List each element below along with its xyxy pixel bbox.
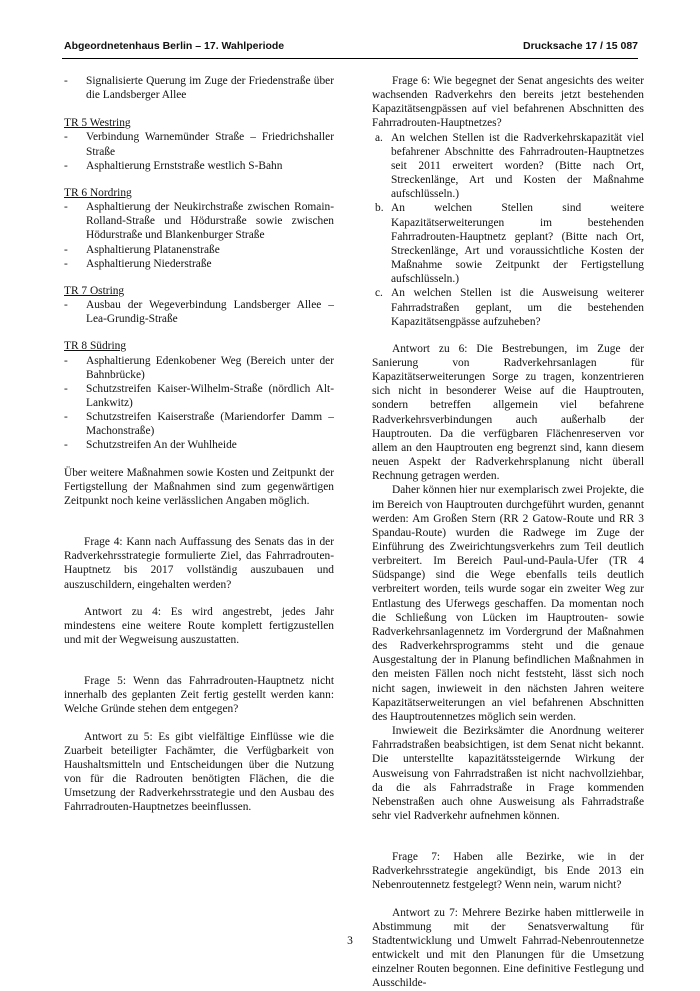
list-item [372, 201, 644, 286]
question-4: Frage 4: Kann nach Auffassung des Senats das in der Radverkehrsstrategie formulierte Ziel, das Fahrradrouten-Hauptnetz bis 2017 vollständig auszubauen und auszuschildern, eingehalten werden? [64, 536, 334, 591]
answer-4: Antwort zu 4: Es wird angestrebt, jedes Jahr mindestens eine weitere Route komplett fertigzustellen und mit der Wegweisung auszustatten. [64, 605, 334, 646]
list-item: - Verbindung Warnemünder Straße – Friedrichshaller Straße [64, 130, 334, 158]
tr8-title: TR 8 Südring [64, 340, 127, 353]
answer-6-paragraph-3: Inwieweit die Bezirksämter die Anordnung weiterer Fahrradstraßen beabsichtigen, ist dem Senat nicht bekannt. Die unterstellte kapazitätssteigernde Wirkung der Ausweisung von Fahrradstraßen ist nicht nachvollziehbar, da die als Fahrradstraße in Frage kommenden Nebenstraßen auch ohne Ausweisung als Fahrradstraße sehr viel Radverkehr aufnehmen können. [372, 725, 644, 822]
answer-6-paragraph-1: Antwort zu 6: Die Bestrebungen, im Zuge der Sanierung von Radverkehrsanlagen für Kapazitätserweiterungen Sorge zu tragen, konzentrieren sich nicht in besonderer Weise auf die Hauptrouten, sondern betreffen allgemein viel befahrene Radverkehrsverbindungen auch außerhalb der Hauptrouten. Da die verfügbaren Flächenreserven vor allem an den Hauptrouten eng begrenzt sind, kann diesem neuen Aspekt der Radverkehrsplanung nicht überall Rechnung getragen werden. [372, 342, 644, 483]
item-marker: b. [375, 202, 384, 215]
tr6-title: TR 6 Nordring [64, 186, 132, 199]
list-item: - Signalisierte Querung im Zuge der Friedenstraße über die Landsberger Allee [64, 74, 334, 102]
list-item: - Schutzstreifen An der Wuhlheide [64, 438, 334, 452]
list-item: - Asphaltierung Platanenstraße [64, 243, 334, 257]
item-marker: a. [375, 131, 383, 144]
item-marker: c. [375, 287, 383, 300]
list-item: - Asphaltierung der Neukirchstraße zwischen Romain-Rolland-Straße und Hödurstraße sowie zwischen Hödurstraße und Blankenburger Straße [64, 200, 334, 242]
answer-6-paragraph-2: Daher können hier nur exemplarisch zwei Projekte, die im Bereich von Hauptrouten durchgeführt wurden, genannt werden: Am Großen Stern (RR 2 Gatow-Route und RR 3 Spandau-Route) wurden die Radwege im Zuge der Einführung des Zweirichtungsverkehrs zum Teil deutlich verbreitert. Im Bereich Paul-und-Paula-Ufer (TR 4 Südspange) sind die Wege ebenfalls teils deutlich verbreitert worden, teils wurde sogar ein zweiter Weg zur Entlastung des Uferwegs geschaffen. Da momentan noch die Schließung von Lücken im Hauptrouten- sowie Radverkehrsanlagennetz im Vordergrund der Maßnahmen des Radverkehrsprogramms steht und die genaue Ausgestaltung der in Planung befindlichen Maßnahmen in den meisten Fällen noch nicht feststeht, lässt sich noch nicht sagen, inwieweit in den nächsten Jahren weitere Kapazitätserweiterungen an viel befahrenen Abschnitten des Hauptroutennetzes möglich sein werden. [372, 484, 644, 723]
left-column [64, 74, 334, 815]
header-rule [62, 58, 638, 59]
closing-paragraph: Über weitere Maßnahmen sowie Kosten und Zeitpunkt der Fertigstellung der Maßnahmen sind zum gegenwärtigen Zeitpunkt noch keine verlässlichen Angaben möglich. [64, 466, 334, 507]
tr7-list [64, 298, 334, 326]
list-item: - Schutzstreifen Kaiser-Wilhelm-Straße (nördlich Alt-Lankwitz) [64, 382, 334, 410]
question-7: Frage 7: Haben alle Bezirke, wie in der Radverkehrsstrategie angekündigt, bis Ende 2013 ein Nebenroutennetz festgelegt? Wenn nein, warum nicht? [372, 851, 644, 892]
question-6: Frage 6: Wie begegnet der Senat angesichts des weiter wachsenden Radverkehrs den bereits jetzt bestehenden Kapazitätsengpässen auf viel befahrenen Abschnitten des Fahrradrouten-Hauptnetzes? [372, 75, 644, 130]
tr7-title: TR 7 Ostring [64, 284, 125, 297]
item-text: An welchen Stellen ist die Radverkehrskapazität viel befahrener Abschnitte des Fahrradrouten-Hauptnetzes seit 2011 erweitert worden? (Bitte nach Ort, Streckenlänge, Art und Kosten der Maßnahme aufschlüsseln.) [391, 131, 644, 201]
page-header [64, 40, 638, 52]
list-item [372, 131, 644, 202]
header-document-number: Drucksache 17 / 15 087 [523, 40, 638, 52]
tr6-list [64, 200, 334, 271]
list-item: - Asphaltierung Niederstraße [64, 257, 334, 271]
tr4-list [64, 74, 334, 102]
tr8-list [64, 354, 334, 453]
item-text: An welchen Stellen sind weitere Kapazitätserweiterungen im bestehenden Fahrradrouten-Hauptnetz geplant? (Bitte nach Ort, Streckenlänge, Art und voraussichtliche Kosten der Maßnahme sowie Zeitpunkt der Fertigstellung aufschlüsseln.) [391, 202, 644, 286]
answer-5: Antwort zu 5: Es gibt vielfältige Einflüsse wie die Zuarbeit beteiligter Fachämter, die Verfügbarkeit von Haushaltsmitteln und Entscheidungen über die Nutzung von für die Radrouten benötigten Flächen, die die Umsetzung der Radverkehrsstrategie und den Ausbau des Fahrradrouten-Hauptnetzes beeinflussen. [64, 730, 334, 814]
list-item: - Asphaltierung Ernststraße westlich S-Bahn [64, 159, 334, 173]
page-number: 3 [347, 935, 353, 947]
question-6-subitems [372, 131, 644, 329]
answer-7: Antwort zu 7: Mehrere Bezirke haben mittlerweile in Abstimmung mit der Senatsverwaltung für Stadtentwicklung und Umwelt Fahrrad-Nebenroutennetze entwickelt und mit den Planungen für die Umsetzung einzelner Routen begonnen. Eine definitive Festlegung und Ausschilde- [372, 906, 644, 990]
header-parliament: Abgeordnetenhaus Berlin – 17. Wahlperiode [64, 40, 285, 52]
list-item: - Asphaltierung Edenkobener Weg (Bereich unter der Bahnbrücke) [64, 354, 334, 382]
item-text: An welchen Stellen ist die Ausweisung weiterer Fahrradstraßen geplant, um die bestehenden Kapazitätsengpässe aufzuheben? [391, 287, 644, 328]
list-item [372, 286, 644, 328]
tr5-list [64, 130, 334, 172]
list-item: - Schutzstreifen Kaiserstraße (Mariendorfer Damm – Machonstraße) [64, 410, 334, 438]
list-item: - Ausbau der Wegeverbindung Landsberger Allee – Lea-Grundig-Straße [64, 298, 334, 326]
tr5-title: TR 5 Westring [64, 117, 131, 130]
question-5: Frage 5: Wenn das Fahrradrouten-Hauptnetz nicht innerhalb des geplanten Zeit fertig gestellt werden kann: Welche Gründe stehen dem entgegen? [64, 675, 334, 716]
right-column [372, 74, 644, 991]
